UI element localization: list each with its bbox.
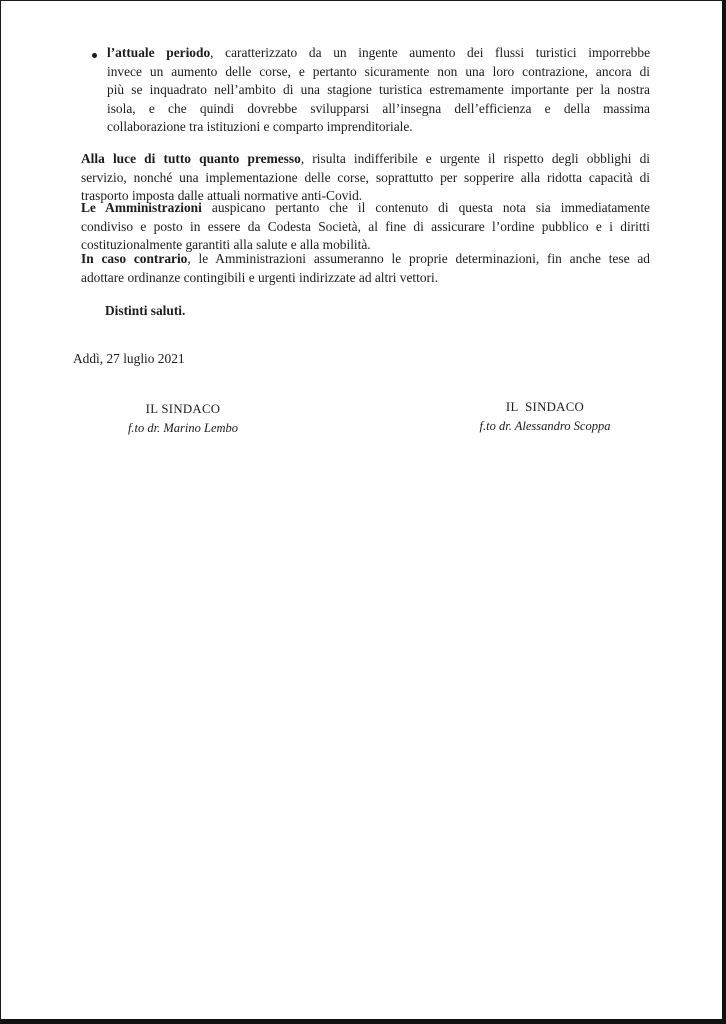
para1-bold-lead: Alla luce di tutto quanto premesso <box>81 151 301 166</box>
signature-2-role: IL SINDACO <box>505 400 585 414</box>
para2-line-2: condiviso e posto in essere da Codesta Società, al fine di assicurare l’ordine pubblico e i diritti <box>81 218 650 234</box>
bullet-icon <box>92 53 97 58</box>
para2-bold-lead: Le Amministrazioni <box>81 200 202 215</box>
bullet-line-3: più se inquadrato nell’ambito di una stagione turistica estremamente importante per la nostra <box>107 82 650 97</box>
para3-bold-lead: In caso contrario <box>81 251 188 266</box>
para2-line-1: auspicano pertanto che il contenuto di questa nota sia immediatamente <box>201 200 651 215</box>
bullet-paragraph <box>107 44 650 137</box>
bullet-line-1: , caratterizzato da un ingente aumento dei flussi turistici imporrebbe <box>210 45 651 60</box>
para3-line-1: , le Amministrazioni assumeranno le proprie determinazioni, fin anche tese ad <box>187 251 650 266</box>
para2-line-3: costituzionalmente garantiti alla salute e alla mobilità. <box>81 237 371 252</box>
bullet-line-5: collaborazione tra istituzioni e comparto imprenditoriale. <box>107 119 413 134</box>
signature-block-1 <box>108 400 258 438</box>
bullet-line-4: isola, e che quindi dovrebbe svilupparsi all’insegna dell’efficienza e della massima <box>107 100 650 116</box>
paragraph-caso-contrario <box>81 250 650 287</box>
para1-line-1: , risulta indifferibile e urgente il rispetto degli obblighi di <box>300 151 650 166</box>
signature-2-name: f.to dr. Alessandro Scoppa <box>479 419 611 433</box>
letter-date: Addì, 27 luglio 2021 <box>73 351 185 366</box>
closing-salutation: Distinti saluti. <box>105 303 186 318</box>
signature-1-name: f.to dr. Marino Lembo <box>127 421 239 435</box>
para3-line-2: adottare ordinanze contingibili e urgenti indirizzate ad altri vettori. <box>81 269 439 285</box>
paragraph-amministrazioni <box>81 199 650 255</box>
bullet-bold-lead: l’attuale periodo <box>107 45 211 60</box>
bullet-line-2: invece un aumento delle corse, e pertanto sicuramente non una loro contrazione, ancora di <box>107 63 650 79</box>
signature-block-2 <box>465 398 625 436</box>
paragraph-premessa <box>81 150 650 206</box>
signature-1-role: IL SINDACO <box>145 402 221 416</box>
para1-line-3: trasporto imposta dalle attuali normative anti-Covid. <box>81 188 363 203</box>
para1-line-2: servizio, nonché una implementazione delle corse, soprattutto per sopperire alla ridotta capacità di <box>81 169 650 185</box>
